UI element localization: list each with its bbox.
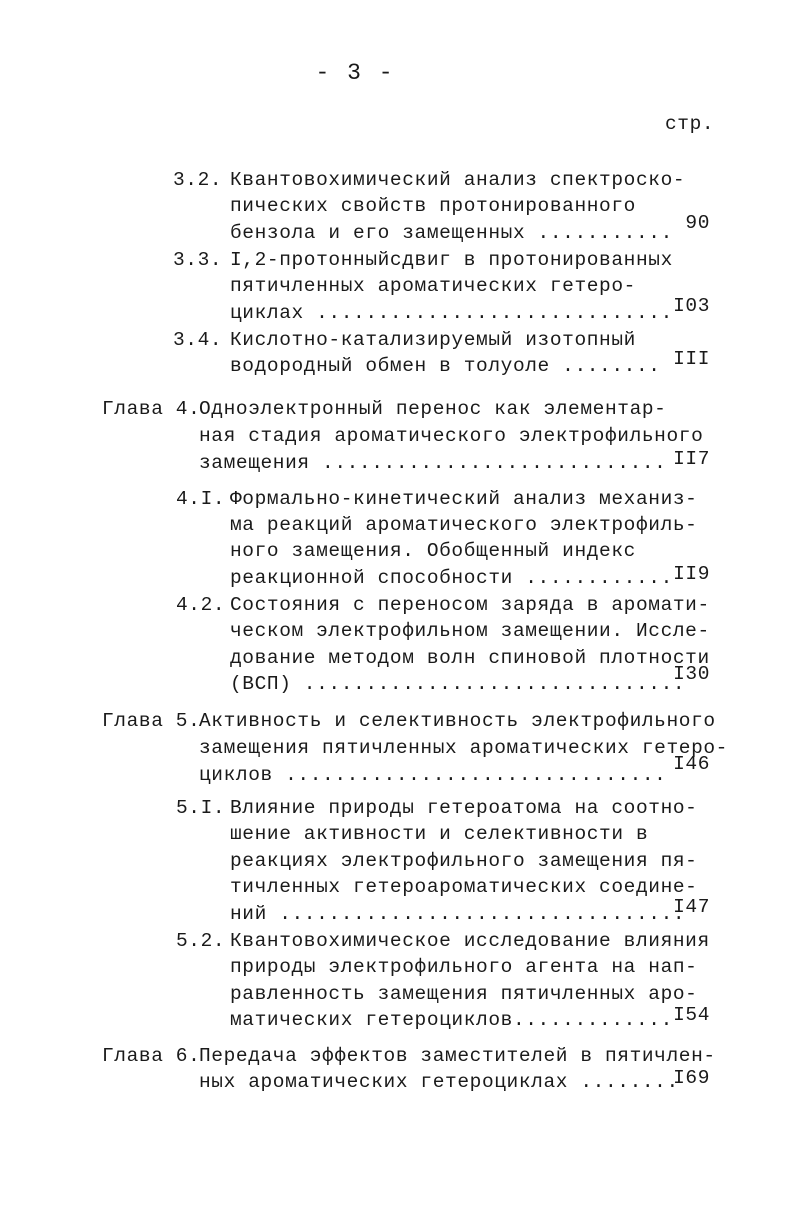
toc-entry-title-line: Влияние природы гетероатома на соотно- bbox=[230, 797, 698, 819]
toc-entry-title-line: тичленных гетероароматических соедине- bbox=[230, 876, 698, 898]
toc-entry-title-line: ная стадия ароматического электрофильного bbox=[199, 425, 704, 447]
toc-entry-title-line: ного замещения. Обобщенный индекс bbox=[230, 540, 636, 562]
toc-entry-page: I54 bbox=[673, 1004, 710, 1026]
toc-entry-title-line: Передача эффектов заместителей в пятичлен- bbox=[199, 1045, 716, 1067]
toc-entry-title-line: Кислотно-катализируемый изотопный bbox=[230, 329, 636, 351]
page-column-header: стр. bbox=[665, 113, 715, 135]
toc-entry-title-line: пятичленных ароматических гетеро- bbox=[230, 275, 636, 297]
toc-entry-number: 5.I. bbox=[176, 797, 226, 819]
toc-entry-page: I03 bbox=[673, 295, 710, 317]
toc-entry-number: 3.3. bbox=[173, 249, 223, 271]
toc-entry-title-line: Формально-кинетический анализ механиз- bbox=[230, 488, 698, 510]
toc-entry-title-line: бензола и его замещенных ........... bbox=[230, 222, 673, 244]
toc-entry-title-line: Активность и селективность электрофильного bbox=[199, 710, 716, 732]
toc-entry-title-line: циклах ............................. bbox=[230, 302, 673, 324]
toc-entry-title-line: Квантовохимическое исследование влияния bbox=[230, 930, 710, 952]
toc-entry-title-line: Квантовохимический анализ спектроско- bbox=[230, 169, 686, 191]
toc-entry-page: I30 bbox=[673, 663, 710, 685]
toc-entry-number: 4.I. bbox=[176, 488, 226, 510]
toc-entry-page: III bbox=[673, 348, 710, 370]
toc-entry-title-line: природы электрофильного агента на нап- bbox=[230, 956, 698, 978]
toc-entry-page: 90 bbox=[685, 212, 710, 234]
toc-entry-number: Глава 5. bbox=[102, 710, 201, 732]
toc-entry-title-line: ческом электрофильном замещении. Иссле- bbox=[230, 620, 710, 642]
toc-entry-number: 5.2. bbox=[176, 930, 226, 952]
toc-entry-page: I69 bbox=[673, 1067, 710, 1089]
toc-entry-page: II7 bbox=[673, 448, 710, 470]
toc-entry-title-line: Состояния с переносом заряда в аромати- bbox=[230, 594, 710, 616]
toc-entry-title-line: ных ароматических гетероциклах ........ bbox=[199, 1071, 679, 1093]
toc-entry-title-line: Одноэлектронный перенос как элементар- bbox=[199, 398, 667, 420]
toc-entry-title-line: матических гетероциклов............. bbox=[230, 1009, 673, 1031]
toc-entry-title-line: замещения ............................ bbox=[199, 452, 667, 474]
toc-entry-title-line: шение активности и селективности в bbox=[230, 823, 649, 845]
toc-entry-number: 4.2. bbox=[176, 594, 226, 616]
toc-entry-title-line: I,2-протонныйсдвиг в протонированных bbox=[230, 249, 673, 271]
toc-entry-title-line: реакционной способности ............ bbox=[230, 567, 673, 589]
toc-entry-title-line: пических свойств протонированного bbox=[230, 195, 636, 217]
toc-entry-page: I46 bbox=[673, 753, 710, 775]
toc-entry-page: II9 bbox=[673, 563, 710, 585]
toc-entry-number: Глава 4. bbox=[102, 398, 201, 420]
toc-entry-number: Глава 6. bbox=[102, 1045, 201, 1067]
toc-entry-title-line: циклов ............................... bbox=[199, 764, 667, 786]
toc-entry-page: I47 bbox=[673, 896, 710, 918]
toc-entry-number: 3.2. bbox=[173, 169, 223, 191]
toc-entry-title-line: замещения пятичленных ароматических гетеро- bbox=[199, 737, 728, 759]
toc-entry-title-line: ма реакций ароматического электрофиль- bbox=[230, 514, 698, 536]
toc-entry-title-line: реакциях электрофильного замещения пя- bbox=[230, 850, 698, 872]
toc-entry-title-line: равленность замещения пятичленных аро- bbox=[230, 983, 698, 1005]
toc-entry-title-line: (ВСП) ............................... bbox=[230, 673, 686, 695]
toc-entry-title-line: ний ................................. bbox=[230, 903, 686, 925]
toc-entry-title-line: дование методом волн спиновой плотности bbox=[230, 647, 710, 669]
toc-entry-title-line: водородный обмен в толуоле ........ bbox=[230, 355, 661, 377]
page-number: - 3 - bbox=[315, 60, 395, 86]
toc-entry-number: 3.4. bbox=[173, 329, 223, 351]
